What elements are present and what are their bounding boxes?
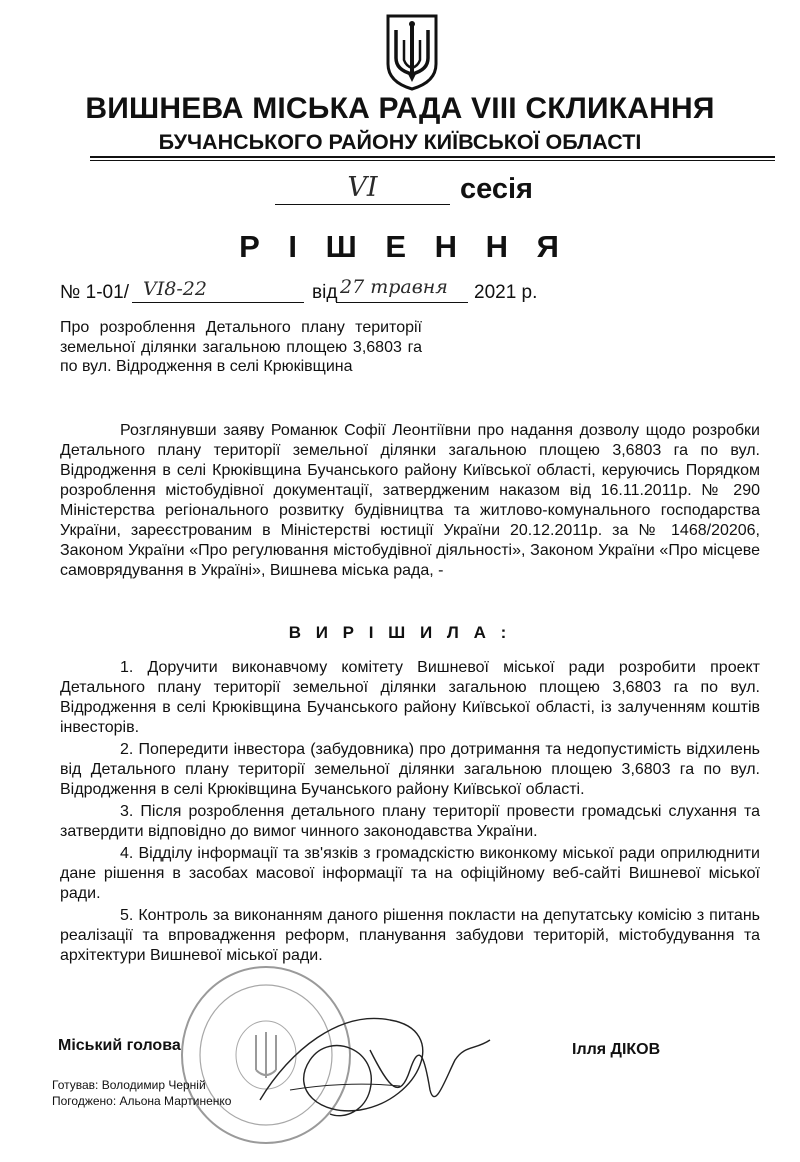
session-number-handwritten: VI xyxy=(347,172,378,203)
council-title: ВИШНЕВА МІСЬКА РАДА VIII СКЛИКАННЯ xyxy=(85,92,715,125)
mayor-title: Міський голова xyxy=(58,1037,181,1054)
decision-subject: Про розроблення Детального плану території земельної ділянки загальною площею 3,6803 га по вул. Відродження в селі Крюківщина xyxy=(60,319,422,375)
session-label: сесія xyxy=(460,173,533,205)
decision-date-underline xyxy=(336,302,468,303)
agreed-by: Погоджено: Альона Мартиненко xyxy=(52,1094,232,1108)
resolution-items xyxy=(60,658,760,968)
mayor-name: Ілля ДІКОВ xyxy=(572,1041,661,1058)
decision-date-prefix: від xyxy=(312,282,338,303)
decision-number-underline xyxy=(132,302,304,303)
resolution-item: 3. Після розроблення детального плану території провести громадські слухання та затвердити відповідно до вимог чинного законодавства України. xyxy=(60,803,760,840)
header-rule-thick xyxy=(90,156,775,158)
resolved-heading: В И Р І Ш И Л А : xyxy=(288,623,512,642)
session-underline xyxy=(275,204,450,205)
district-title: БУЧАНСЬКОГО РАЙОНУ КИЇВСЬКОЇ ОБЛАСТІ xyxy=(158,130,642,154)
trident-coat-of-arms-icon xyxy=(384,12,440,92)
resolution-item: 4. Відділу інформації та зв'язків з громадскістю виконкому міської ради оприлюднити дане рішення в засобах масової інформації та на офіційному веб-сайті Вишневої міської ради. xyxy=(60,845,760,902)
handwritten-signature xyxy=(250,990,500,1130)
preamble-block xyxy=(60,421,760,581)
document-type-heading: Р І Ш Е Н Н Я xyxy=(239,229,569,264)
decision-number-handwritten: VI8-22 xyxy=(143,278,207,300)
resolution-item: 1. Доручити виконавчому комітету Вишневої міської ради розробити проект Детального плану території земельної ділянки загальною площею 3,6803 га по вул. Відродження в селі Крюківщина Бучанського району Київської області, із залученням коштів інвесторів. xyxy=(60,659,760,736)
decision-number-prefix: № 1-01/ xyxy=(60,282,129,303)
header-rule-thin xyxy=(90,160,775,161)
preamble-text: Розглянувши заяву Романюк Софії Леонтіївни про надання дозволу щодо розробки Детального плану території земельної ділянки загальною площею 3,6803 га по вул. Відродження в селі Крюківщина Бучанського району Київської області, керуючись Порядком розроблення містобудівної документації, затвердженим наказом від 16.11.2011р. № 290 Міністерства регіонального розвитку будівництва та житлово-комунального господарства України, зареєстрованим в Міністерстві юстиції України 20.12.2011р. за № 1468/20206, Законом України «Про регулювання містобудівної діяльності», Законом України «Про місцеве самоврядування в Україні», Вишнева міська рада, - xyxy=(60,422,760,579)
resolution-item: 2. Попередити інвестора (забудовника) про дотримання та недопустимість відхилень від Детального плану території земельної ділянки загальною площею 3,6803 га по вул. Відродження в селі Крюківщина Бучанського району Київської області. xyxy=(60,741,760,798)
decision-date-handwritten: 27 травня xyxy=(340,276,448,298)
decision-year: 2021 р. xyxy=(474,282,538,303)
prepared-by: Готував: Володимир Черній xyxy=(52,1078,206,1092)
resolution-item: 5. Контроль за виконанням даного рішення покласти на депутатську комісію з питань реалізації та впровадження реформ, планування забудови територій, містобудування та архітектури Вишневої міської ради. xyxy=(60,907,760,964)
